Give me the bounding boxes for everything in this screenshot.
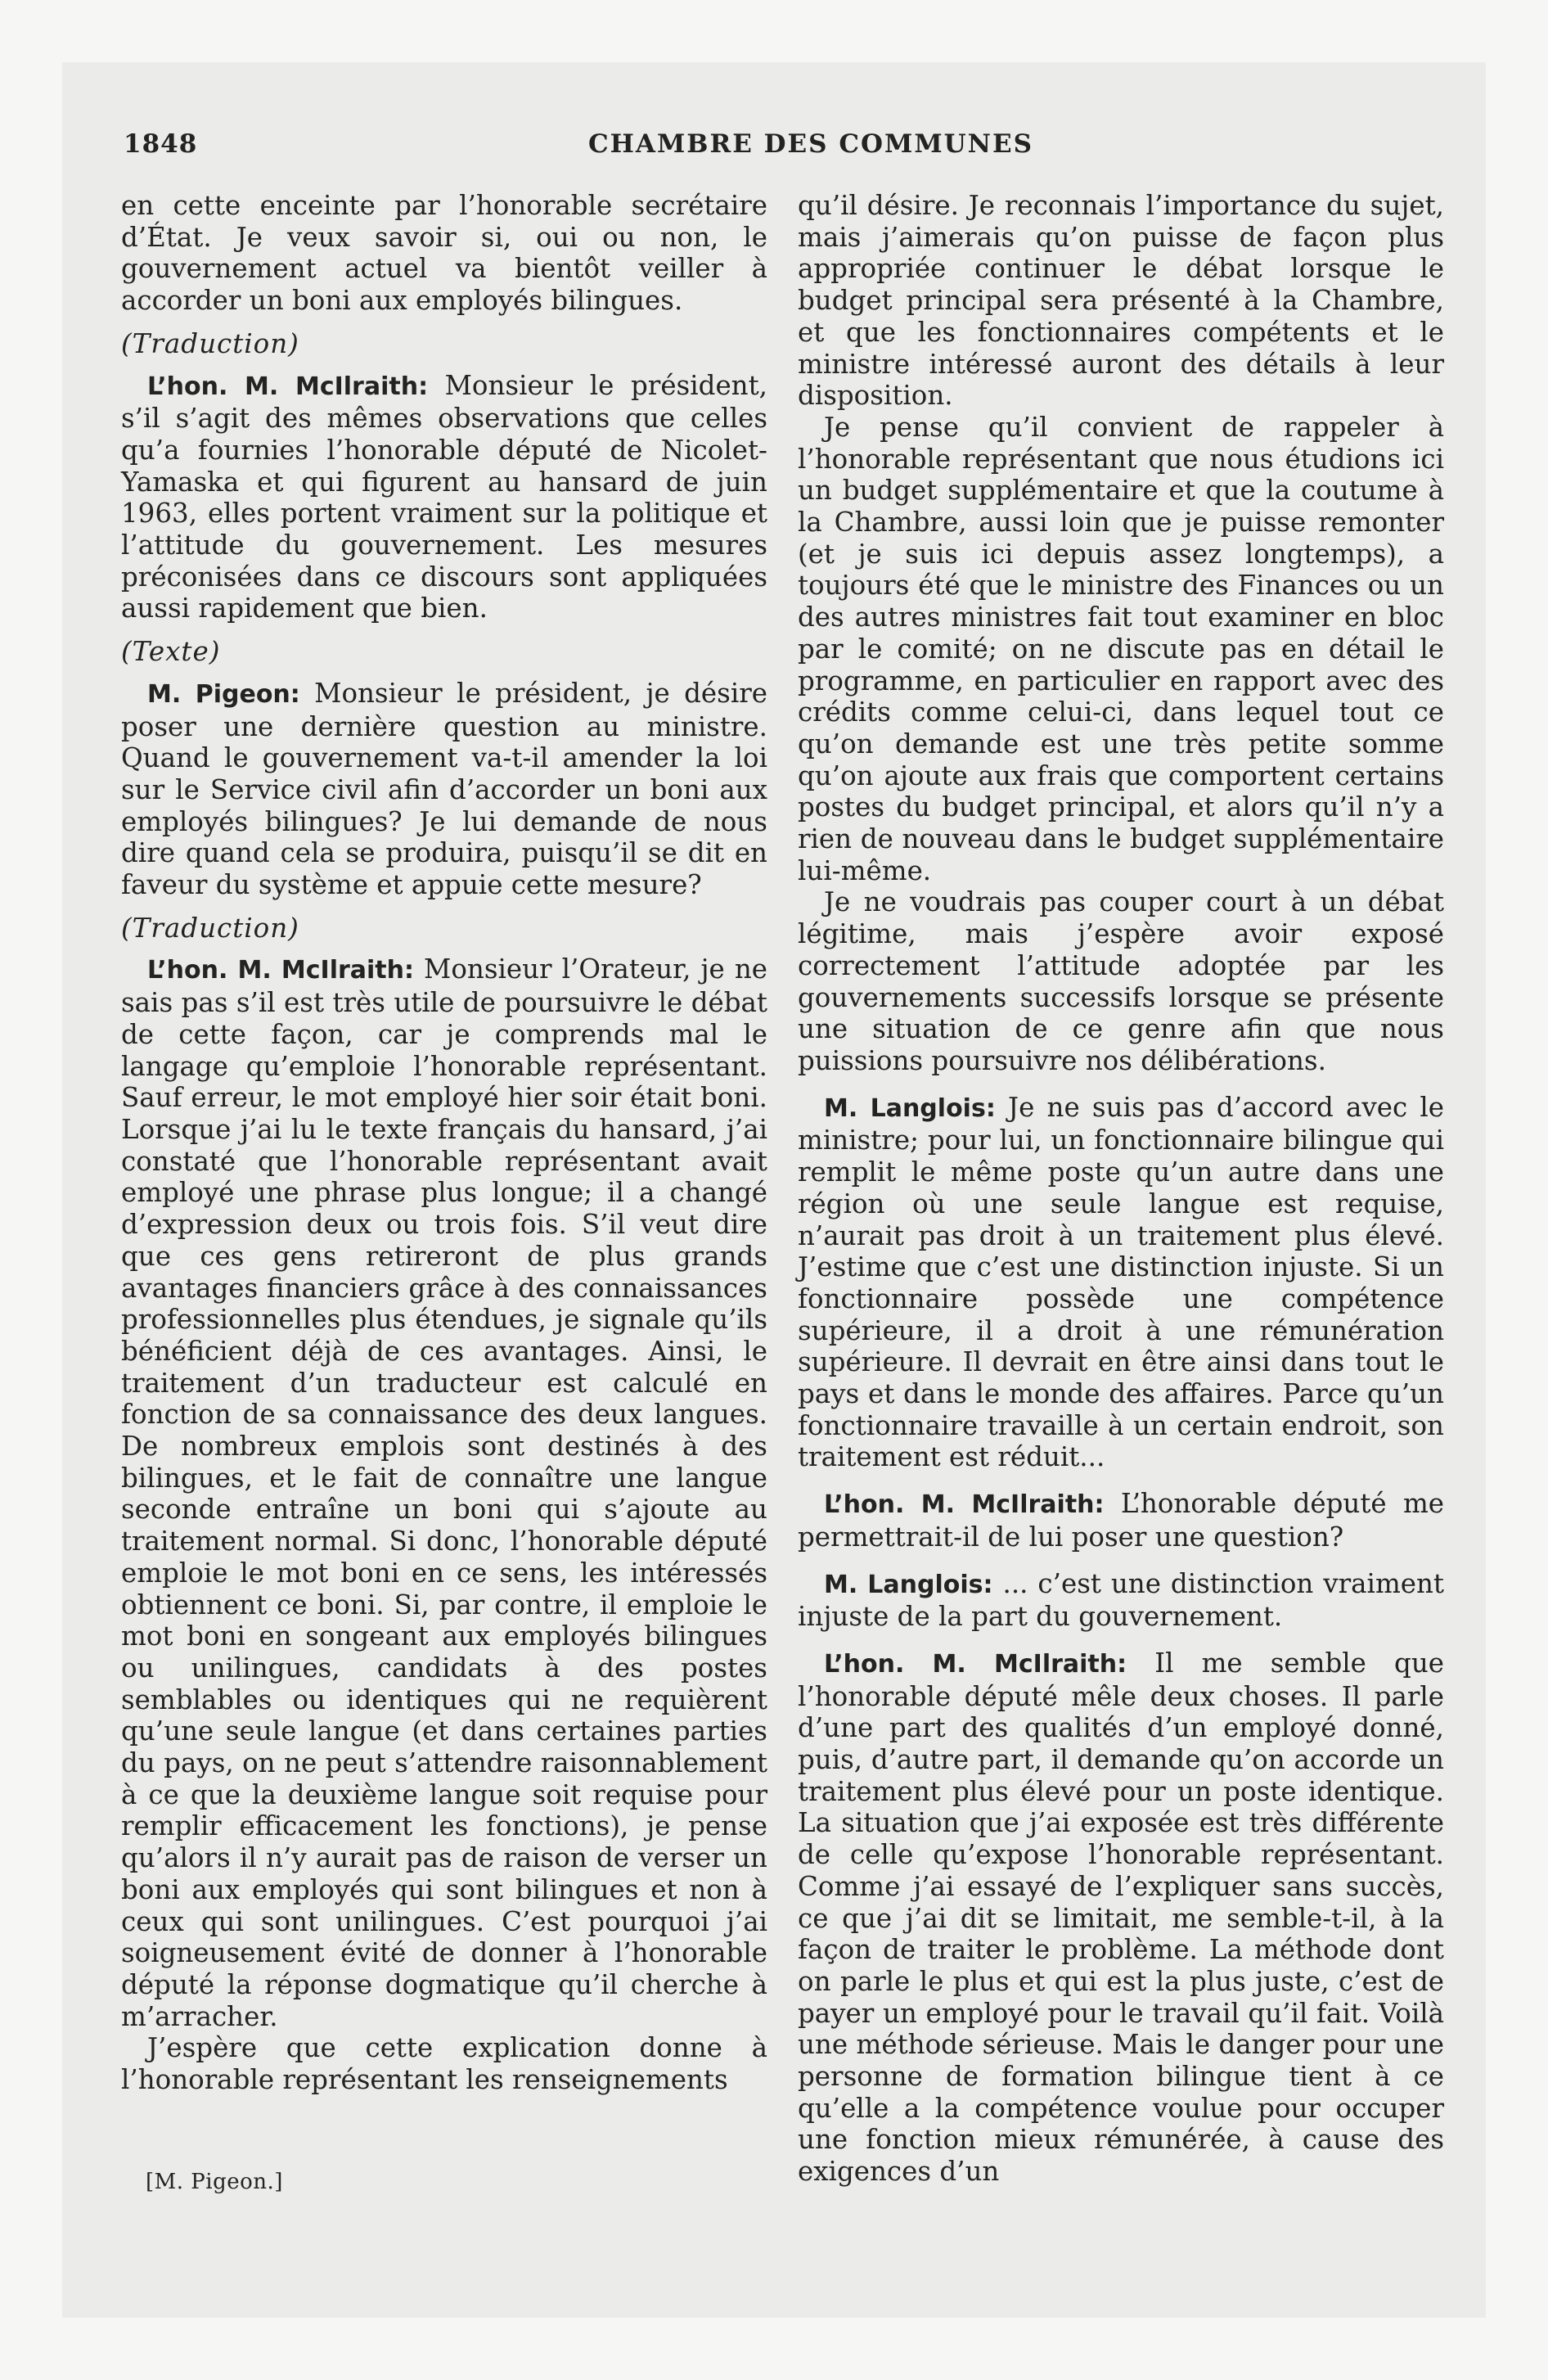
- paragraph: Je pense qu’il convient de rappeler à l’honorable représentant que nous étudions ici un budget supplémentaire et que la coutume à la Chambre, aussi loin que je puisse remonter (et je suis ici depuis assez longtemps), a toujours été que le ministre des Finances ou un des autres ministres fait tout examiner en bloc par le comité; on ne discute pas en détail le programme, en particulier en rapport avec des crédits comme celui-ci, dans lequel tout ce qu’on demande est une très petite somme qu’on ajoute aux frais que comportent certains postes du budget principal, et alors qu’il n’y a rien de nouveau dans le budget supplémentaire lui-même.: [798, 411, 1444, 886]
- speech-paragraph: [798, 1092, 1444, 1473]
- speech-text: ... c’est une distinction vraiment injuste de la part du gouvernement.: [798, 1567, 1444, 1633]
- speech-text: Monsieur le président, je désire poser une dernière question au ministre. Quand le gouvernement va-t-il amender la loi sur le Service civil afin d’accorder un boni aux employés bilingues? Je lui demande de nous dire quand cela se produira, puisqu’il se dit en faveur du système et appuie cette mesure?: [121, 677, 767, 901]
- speech-text: Il me semble que l’honorable député mêle deux choses. Il parle d’une part des qualités d’un employé donné, puis, d’autre part, il demande qu’on accorde un traitement plus élevé pour un poste identique. La situation que j’ai exposée est très différente de celle qu’expose l’honorable représentant. Comme j’ai essayé de l’expliquer sans succès, ce que j’ai dit se limitait, me semble-t-il, à la façon de traiter le problème. La méthode dont on parle le plus et qui est la plus juste, c’est de payer un employé pour le travail qu’il fait. Voilà une méthode sérieuse. Mais le danger pour une personne de formation bilingue tient à ce qu’elle a la compétence voulue pour occuper une fonction mieux rémunérée, à cause des exigences d’un: [798, 1647, 1444, 2188]
- paragraph: qu’il désire. Je reconnais l’importance du sujet, mais j’aimerais qu’on puisse de façon plus appropriée continuer le débat lorsque le budget principal sera présenté à la Chambre, et que les fonctionnaires compétents et le ministre intéressé auront des détails à leur disposition.: [798, 190, 1444, 412]
- left-column: [121, 190, 767, 2096]
- speech-paragraph: [798, 1488, 1444, 1553]
- speech-text: Je ne suis pas d’accord avec le ministre; pour lui, un fonctionnaire bilingue qui remplit le même poste qu’un autre dans une région où une seule langue est requise, n’aurait pas droit à un traitement plus élevé. J’estime que c’est une distinction injuste. Si un fonctionnaire possède une compétence supérieure, il a droit à une rémunération supérieure. Il devrait en être ainsi dans tout le pays et dans le monde des affaires. Parce qu’un fonctionnaire travaille à un certain endroit, son traitement est réduit...: [798, 1091, 1445, 1473]
- speech-paragraph: [121, 953, 767, 2032]
- language-marker: (Traduction): [121, 912, 299, 944]
- speaker-name: M. Pigeon:: [147, 679, 300, 709]
- speaker-name: L’hon. M. McIlraith:: [824, 1490, 1105, 1520]
- language-marker: (Texte): [121, 636, 221, 668]
- speech-paragraph: [121, 370, 767, 625]
- paragraph: en cette enceinte par l’honorable secrétaire d’État. Je veux savoir si, oui ou non, le gouvernement actuel va bientôt veiller à accorder un boni aux employés bilingues.: [121, 190, 767, 317]
- speaker-name: L’hon. M. McIlraith:: [147, 372, 429, 401]
- page-header: [124, 129, 1474, 170]
- speech-text: Monsieur le président, s’il s’agit des mêmes observations que celles qu’a fournies l’honorable député de Nicolet-Yamaska et qui figurent au hansard de juin 1963, elles portent vraiment sur la politique et l’attitude du gouvernement. Les mesures préconisées dans ce discours sont appliquées aussi rapidement que bien.: [121, 369, 767, 624]
- speech-paragraph: [798, 1648, 1444, 2188]
- page-number: 1848: [124, 129, 198, 159]
- speaker-name: L’hon. M. McIlraith:: [824, 1649, 1127, 1679]
- speech-paragraph: [121, 678, 767, 901]
- speaker-name: M. Langlois:: [824, 1093, 996, 1123]
- right-column: [798, 190, 1444, 2188]
- speech-text: Monsieur l’Orateur, je ne sais pas s’il est très utile de poursuivre le débat de cette façon, car je comprends mal le langage qu’emploie l’honorable représentant. Sauf erreur, le mot employé hier soir était boni. Lorsque j’ai lu le texte français du hansard, j’ai constaté que l’honorable représentant avait employé une phrase plus longue; il a changé d’expression deux ou trois fois. S’il veut dire que ces gens retireront de plus grands avantages financiers grâce à des connaissances professionnelles plus étendues, je signale qu’ils bénéficient déjà de ces avantages. Ainsi, le traitement d’un traducteur est calculé en fonction de sa connaissance des deux langues. De nombreux emplois sont destinés à des bilingues, et le fait de connaître une langue seconde entraîne un boni qui s’ajoute au traitement normal. Si donc, l’honorable député emploie le mot boni en ce sens, les intéressés obtiennent ce boni. Si, par contre, il emploie le mot boni en songeant aux employés bilingues ou unilingues, candidats à des postes semblables ou identiques qui ne requièrent qu’une seule langue (et dans certaines parties du pays, on ne peut s’attendre raisonnablement à ce que la deuxième langue soit requise pour remplir efficacement les fonctions), je pense qu’alors il n’y aurait pas de raison de verser un boni aux employés qui sont bilingues et non à ceux qui sont unilingues. C’est pourquoi j’ai soigneusement évité de donner à l’honorable député la réponse dogmatique qu’il cherche à m’arracher.: [121, 953, 767, 2032]
- speech-paragraph: [798, 1568, 1444, 1633]
- speaker-name: M. Langlois:: [824, 1570, 993, 1599]
- speaker-footnote: [M. Pigeon.]: [146, 2170, 283, 2194]
- speaker-name: L’hon. M. McIlraith:: [147, 956, 414, 985]
- language-marker: (Traduction): [121, 327, 299, 359]
- paragraph: J’espère que cette explication donne à l’honorable représentant les renseignements: [121, 2032, 767, 2096]
- running-title: CHAMBRE DES COMMUNES: [587, 129, 1034, 159]
- paragraph: Je ne voudrais pas couper court à un débat légitime, mais j’espère avoir exposé correctement l’attitude adoptée par les gouvernements successifs lorsque se présente une situation de ce genre afin que nous puissions poursuivre nos délibérations.: [798, 886, 1444, 1076]
- speech-text: L’honorable député me permettrait-il de lui poser une question?: [798, 1488, 1444, 1553]
